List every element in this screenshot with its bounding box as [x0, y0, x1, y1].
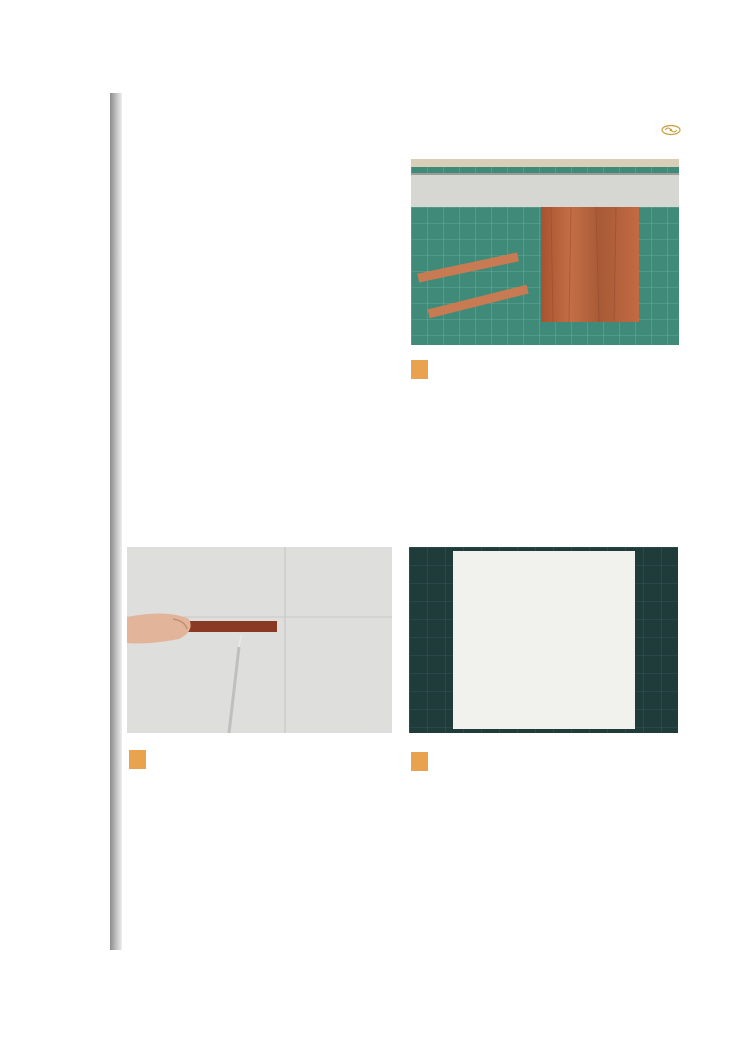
step-5-caption	[411, 358, 681, 379]
white-board	[453, 551, 635, 729]
step-7-caption	[411, 750, 681, 771]
book-spine-shadow	[110, 93, 122, 950]
photo-insert-strip	[127, 547, 392, 733]
step-number-badge	[411, 752, 428, 771]
completed-weave-panel	[409, 547, 678, 733]
photo-cutting-strips	[411, 159, 679, 345]
weave-in-progress	[127, 547, 392, 733]
step-number-badge	[411, 360, 428, 379]
step-number-badge	[129, 750, 146, 769]
running-header	[560, 124, 682, 136]
steel-ruler	[411, 173, 679, 207]
sepele-veneer-sheet	[541, 207, 639, 322]
photo-completed-panel	[409, 547, 678, 733]
red-insert-strip	[182, 621, 277, 632]
decorative-swirl-icon	[660, 124, 682, 136]
cutting-mat-scene	[411, 159, 679, 345]
step-6-caption	[129, 748, 394, 769]
